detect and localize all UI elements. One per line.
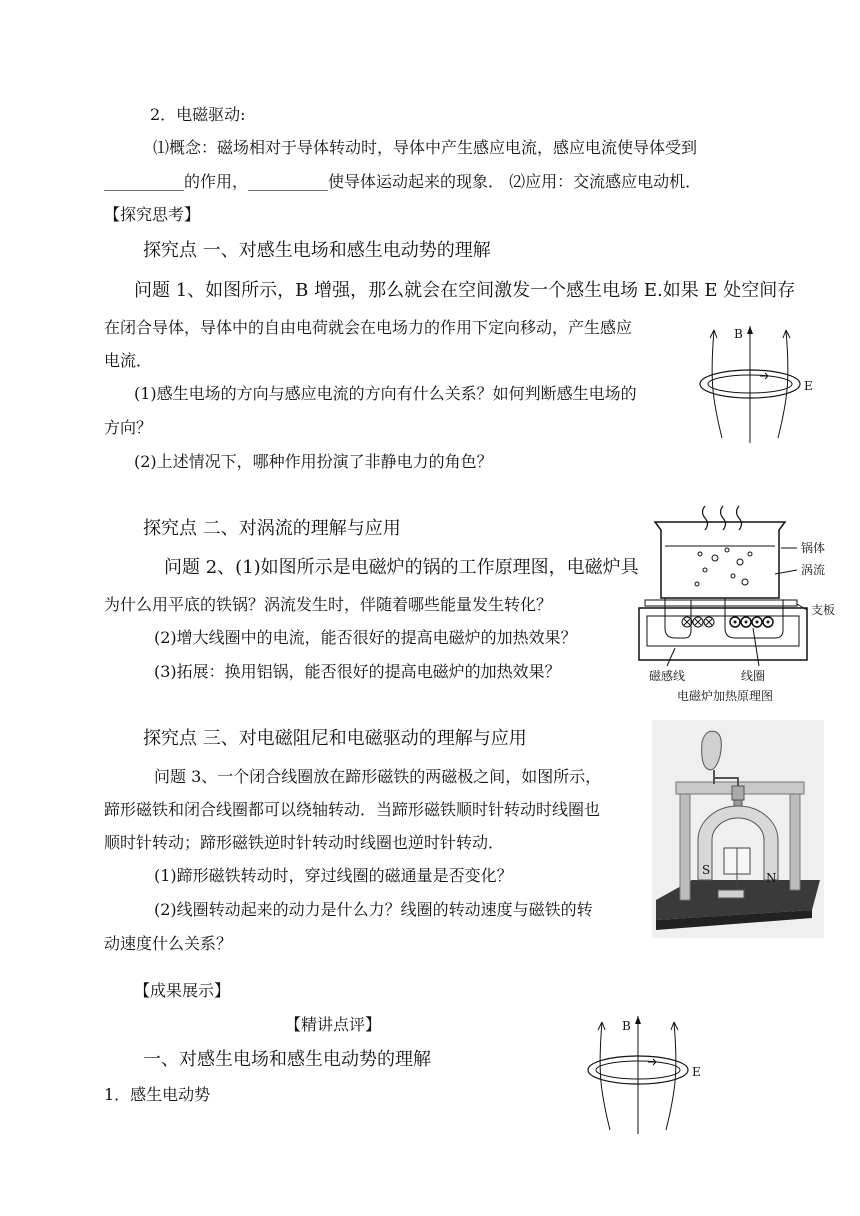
point2-title: 探究点 二、对涡流的理解与应用 xyxy=(143,518,401,539)
review-heading: 【精讲点评】 xyxy=(285,1015,382,1034)
label-pot: 锅体 xyxy=(801,541,826,555)
point3-sub2-line2: 动速度什么关系？ xyxy=(104,934,233,953)
concept-text-line2: __________的作用，__________使导体运动起来的现象． ⑵应用：交流感应电动机． xyxy=(104,172,702,191)
label-coil: 线圈 xyxy=(741,669,766,683)
point2-question-line1: 问题 2、(1)如图所示是电磁炉的锅的工作原理图，电磁炉具 xyxy=(164,557,639,578)
field-figure-bottom xyxy=(578,1008,708,1136)
results-heading: 【成果展示】 xyxy=(134,981,231,1000)
concept-text-line1: ⑴概念：磁场相对于导体转动时，导体中产生感应电流，感应电流使导体受到 xyxy=(153,138,698,157)
point3-title: 探究点 三、对电磁阻尼和电磁驱动的理解与应用 xyxy=(143,728,527,749)
point2-question-line2: 为什么用平底的铁锅？涡流发生时，伴随着哪些能量发生转化？ xyxy=(104,595,553,614)
point1-title: 探究点 一、对感生电场和感生电动势的理解 xyxy=(143,240,491,261)
point2-sub2: (2)增大线圈中的电流，能否很好的提高电磁炉的加热效果？ xyxy=(154,628,577,647)
point3-question-line3: 顺时针转动；蹄形磁铁逆时针转动时线圈也逆时针转动． xyxy=(104,833,505,852)
e-label: E xyxy=(804,379,813,393)
point3-sub2-line1: (2)线圈转动起来的动力是什么力？线圈的转动速度与磁铁的转 xyxy=(154,900,593,919)
point1-sub1-line1: (1)感生电场的方向与感应电流的方向有什么关系？如何判断感生电场的 xyxy=(134,384,637,403)
explore-heading: 【探究思考】 xyxy=(104,205,201,224)
figure-caption: 电磁炉加热原理图 xyxy=(677,689,774,703)
e-label-bottom: E xyxy=(692,1065,701,1079)
section-heading-em-drive: 2．电磁驱动: xyxy=(150,105,246,124)
point1-question-line2: 在闭合导体，导体中的自由电荷就会在电场力的作用下定向移动，产生感应 xyxy=(104,318,633,337)
review-section-title: 一、对感生电场和感生电动势的理解 xyxy=(143,1049,431,1070)
label-plate: 支板 xyxy=(811,603,836,617)
field-figure-top xyxy=(690,318,820,448)
label-eddy: 涡流 xyxy=(801,563,826,577)
b-label: B xyxy=(734,327,743,341)
point1-question-line1: 问题 1、如图所示，B 增强，那么就会在空间激发一个感生电场 E.如果 E 处空间存 xyxy=(134,280,796,301)
horseshoe-magnet-figure xyxy=(652,720,824,938)
point2-sub3: (3)拓展：换用铝锅，能否很好的提高电磁炉的加热效果？ xyxy=(154,662,561,681)
induction-cooker-figure xyxy=(635,498,850,710)
label-field-lines: 磁感线 xyxy=(649,669,686,683)
point1-question-line3: 电流． xyxy=(104,351,153,370)
label-s: S xyxy=(702,863,711,877)
review-item1: 1．感生电动势 xyxy=(104,1085,211,1104)
point1-sub1-line2: 方向？ xyxy=(104,418,153,437)
point3-sub1: (1)蹄形磁铁转动时，穿过线圈的磁通量是否变化？ xyxy=(154,866,513,885)
label-n: N xyxy=(766,871,777,885)
point3-question-line2: 蹄形磁铁和闭合线圈都可以绕轴转动．当蹄形磁铁顺时针转动时线圈也 xyxy=(104,800,601,819)
point1-sub2: (2)上述情况下，哪种作用扮演了非静电力的角色？ xyxy=(134,452,493,471)
point3-question-line1: 问题 3、一个闭合线圈放在蹄形磁铁的两磁极之间，如图所示， xyxy=(154,767,602,786)
b-label-bottom: B xyxy=(622,1019,631,1033)
